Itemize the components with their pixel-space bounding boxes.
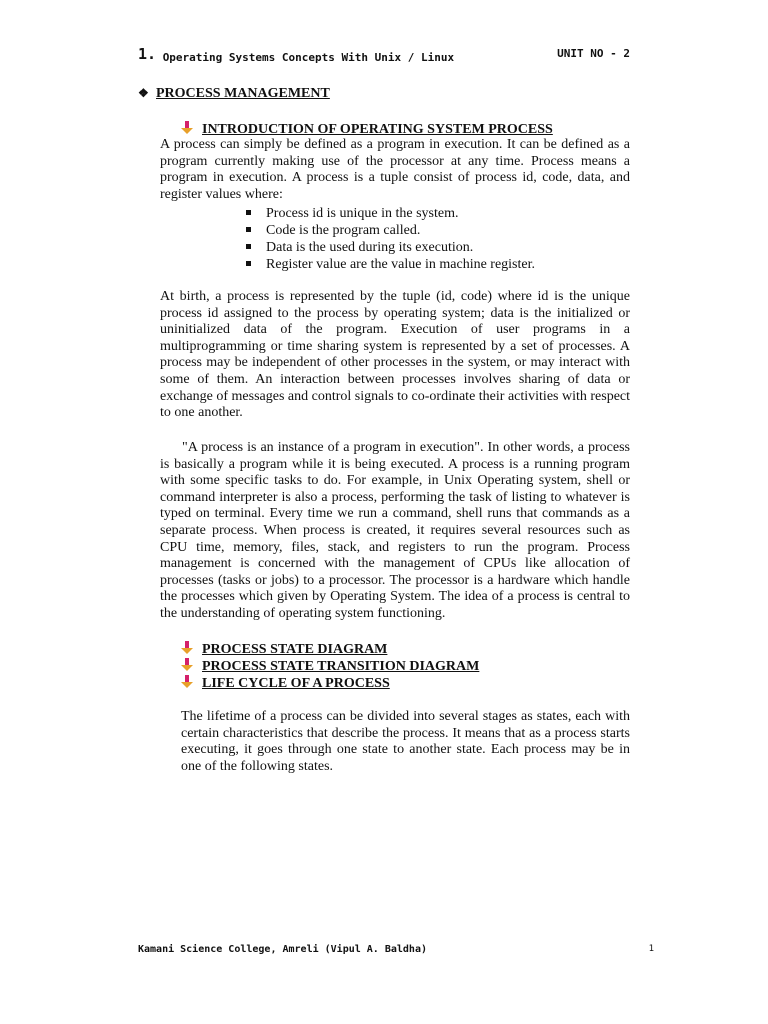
subheading-life-cycle (180, 675, 390, 692)
paragraph-1: A process can simply be defined as a program in execution. It can be defined as a program currently making use of the processor at any time. Process means a program in execution. A process is a tuple consist of process id, code, data, and register values where: (160, 137, 630, 202)
header-title-text: Operating Systems Concepts With Unix / Linux (162, 51, 455, 64)
bullet-list (244, 205, 535, 273)
subheading-text: INTRODUCTION OF OPERATING SYSTEM PROCESS (202, 122, 553, 137)
subheading-transition-diagram (180, 658, 479, 675)
header-title (138, 47, 454, 65)
list-item: Code is the program called. (244, 222, 535, 239)
subheading-text: PROCESS STATE TRANSITION DIAGRAM (202, 659, 480, 674)
down-arrow-icon (180, 658, 202, 675)
diamond-bullet-icon: ❖ (138, 86, 149, 100)
page-number: 1 (648, 944, 654, 954)
subheading-state-diagram (180, 641, 387, 658)
page-header (138, 45, 630, 65)
list-item: Register value are the value in machine register. (244, 256, 535, 273)
paragraph-2: At birth, a process is represented by the tuple (id, code) where id is the unique process id assigned to the process by operating system; data is the initialized or uninitialized data of the program. Execution of user programs in a multiprogramming or time sharing system is represented by a set of processes. A process may be independent of other processes in the system, or may interact with some of them. An interaction between processes involves sharing of data or exchange of messages and control signals to co-ordinate their activities with respect to one another. (160, 289, 631, 421)
down-arrow-icon (180, 675, 202, 692)
subheading-text: PROCESS STATE DIAGRAM (202, 642, 388, 657)
footer-text: Kamani Science College, Amreli (Vipul A. Baldha) (138, 944, 427, 955)
page-footer (138, 944, 654, 955)
subheading-text: LIFE CYCLE OF A PROCESS (202, 676, 390, 691)
list-item: Data is the used during its execution. (244, 239, 535, 256)
list-item: Process id is unique in the system. (244, 205, 535, 222)
paragraph-4: The lifetime of a process can be divided into several stages as states, each with certain characteristics that describe the process. It means that as a process starts executing, it goes through one state to another state. Each process may be in one of the following states. (181, 709, 630, 774)
down-arrow-icon (180, 641, 202, 658)
section-title: PROCESS MANAGEMENT (156, 86, 330, 101)
down-arrow-icon (180, 121, 202, 138)
header-number: 1. (138, 45, 157, 63)
section-heading (138, 86, 330, 102)
header-unit: UNIT NO - 2 (557, 47, 630, 60)
paragraph-3: "A process is an instance of a program in execution". In other words, a process is basically a program while it is being executed. A process is a running program with some specific tasks to do. For example, in Unix Operating system, shell or command interpreter is also a process, performing the task of listing to whatever is typed on terminal. Every time we run a command, shell runs that commands as a separate process. When process is created, it requires several resources such as CPU time, memory, files, stack, and registers to run the program. Process management is concerned with the management of CPUs like allocation of processes (tasks or jobs) to a processor. The processor is a hardware which handle the processes which given by Operating System. The idea of a process is central to the understanding of operating system functioning. (160, 440, 630, 621)
subheading-intro (180, 121, 553, 138)
